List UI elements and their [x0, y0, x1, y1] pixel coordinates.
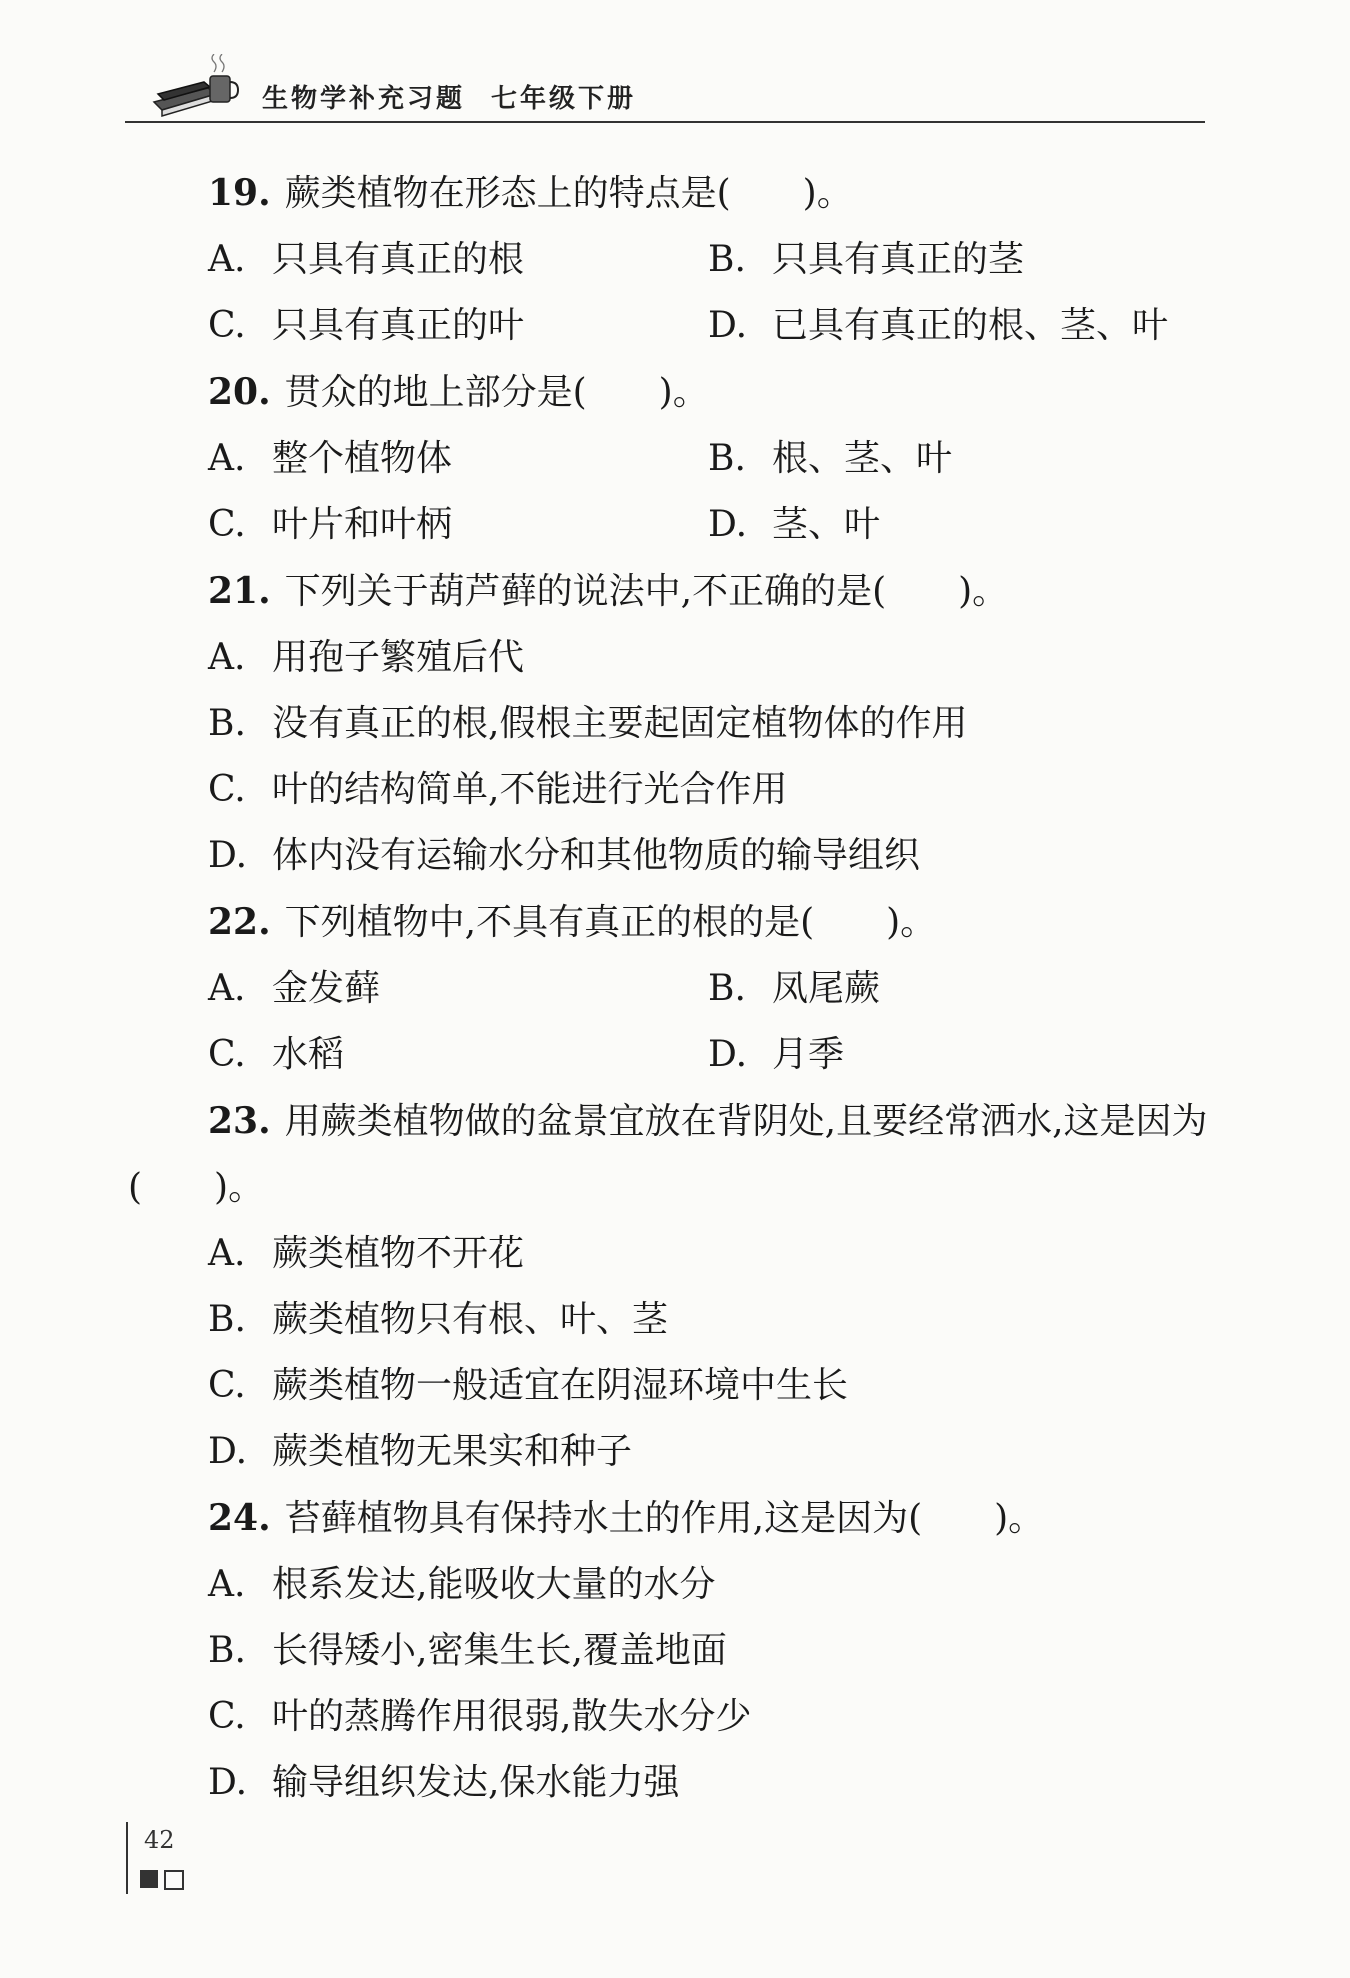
- question-number: 19.: [208, 172, 271, 214]
- option-row: [128, 227, 1218, 293]
- question-stem: [128, 160, 1218, 227]
- question-text: 下列植物中,不具有真正的根的是( )。: [284, 902, 937, 943]
- question-list: [128, 160, 1218, 1816]
- option-b: B. 根、茎、叶: [708, 438, 953, 479]
- option-row: [128, 492, 1218, 558]
- option-d: D. 茎、叶: [708, 504, 881, 545]
- option-c: C. 蕨类植物一般适宜在阴湿环境中生长: [208, 1365, 849, 1406]
- option-d: D. 已具有真正的根、茎、叶: [708, 305, 1169, 346]
- option-a: A. 只具有真正的根: [208, 239, 525, 280]
- filled-square-icon: [140, 1870, 158, 1888]
- option-b: B. 长得矮小,密集生长,覆盖地面: [208, 1630, 727, 1671]
- question-stem: [128, 558, 1218, 625]
- option-b: B. 只具有真正的茎: [708, 239, 1025, 280]
- option-c: C. 叶的蒸腾作用很弱,散失水分少: [208, 1696, 752, 1737]
- question-text: 苔藓植物具有保持水土的作用,这是因为( )。: [284, 1498, 1045, 1539]
- option-d: D. 体内没有运输水分和其他物质的输导组织: [208, 835, 921, 876]
- question-text: 蕨类植物在形态上的特点是( )。: [284, 173, 853, 214]
- option-a: A. 金发藓: [208, 968, 381, 1009]
- page-number: 42: [144, 1826, 175, 1854]
- question-number: 24.: [208, 1497, 271, 1539]
- header-title: [262, 78, 662, 115]
- question-text: 贯众的地上部分是( )。: [284, 372, 709, 413]
- question-stem: [128, 359, 1218, 426]
- option-d: D. 月季: [708, 1034, 845, 1075]
- books-and-mug-icon: [150, 54, 240, 124]
- option-row: [128, 1022, 1218, 1088]
- option-c: C. 叶片和叶柄: [208, 504, 453, 545]
- option-c: C. 只具有真正的叶: [208, 305, 525, 346]
- option-a: A. 蕨类植物不开花: [208, 1233, 525, 1274]
- book-title: 生物学补充习题: [262, 84, 466, 114]
- question-number: 21.: [208, 570, 271, 612]
- option-b: B. 蕨类植物只有根、叶、茎: [208, 1299, 669, 1340]
- grade-label: 七年级下册: [491, 84, 637, 114]
- option-a: A. 用孢子繁殖后代: [208, 637, 525, 678]
- option-row: [128, 426, 1218, 492]
- option-row: [128, 293, 1218, 359]
- question-text: 下列关于葫芦藓的说法中,不正确的是( )。: [284, 571, 1009, 612]
- option-b: B. 凤尾蕨: [708, 968, 881, 1009]
- option-b: B. 没有真正的根,假根主要起固定植物体的作用: [208, 703, 968, 744]
- option-row: [128, 956, 1218, 1022]
- question-text: 用蕨类植物做的盆景宜放在背阴处,且要经常洒水,这是因为( )。: [128, 1101, 1208, 1208]
- page-footer: [126, 1822, 206, 1894]
- question-number: 23.: [208, 1100, 271, 1142]
- option-d: D. 输导组织发达,保水能力强: [208, 1762, 680, 1803]
- footer-bar: [126, 1822, 128, 1894]
- page-header: [150, 48, 1210, 128]
- option-d: D. 蕨类植物无果实和种子: [208, 1431, 633, 1472]
- option-c: C. 叶的结构简单,不能进行光合作用: [208, 769, 788, 810]
- option-a: A. 整个植物体: [208, 438, 453, 479]
- question-number: 22.: [208, 901, 271, 943]
- question-number: 20.: [208, 371, 271, 413]
- question-stem: [128, 1088, 1218, 1221]
- question-stem: [128, 1485, 1218, 1552]
- option-c: C. 水稻: [208, 1034, 345, 1075]
- question-stem: [128, 889, 1218, 956]
- option-a: A. 根系发达,能吸收大量的水分: [208, 1564, 716, 1605]
- empty-square-icon: [164, 1870, 184, 1890]
- header-divider: [125, 121, 1205, 123]
